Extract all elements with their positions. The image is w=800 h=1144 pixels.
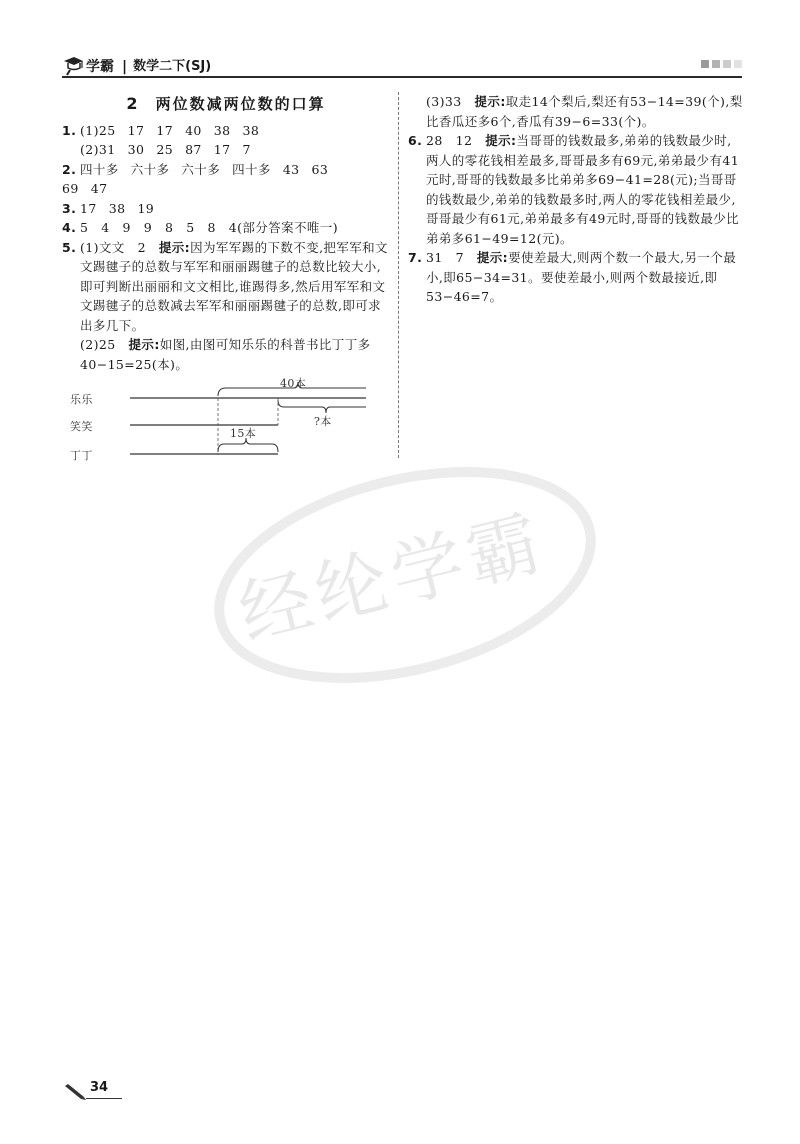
answer-line: 5 4 9 9 8 5 8 4(部分答案不唯一) (80, 220, 338, 235)
label-question: ?本 (314, 415, 332, 428)
brand-logo (62, 54, 211, 76)
header-separator: | (122, 59, 128, 75)
answer-line: 69 47 (62, 181, 108, 196)
label-40: 40本 (280, 377, 307, 390)
line-segment-diagram (66, 377, 366, 470)
page-header (62, 54, 742, 78)
answer-7 (408, 248, 743, 307)
answer-line: (2)31 30 25 87 17 7 (80, 142, 251, 157)
hint-label: 提示: (128, 337, 160, 352)
answer-2 (62, 160, 390, 180)
item-number: 4. (62, 220, 77, 235)
answer-3 (62, 199, 390, 219)
watermark (205, 440, 605, 710)
item-number: 1. (62, 122, 77, 138)
hint-label: 提示: (474, 94, 506, 109)
item-number: 2. (62, 161, 77, 177)
section-number: 2 (126, 94, 140, 113)
answer-5-3: (3)33 提示:取走14个梨后,梨还有53−14=39(个),梨比香瓜还多6个,香瓜有39−6=33(个)。 (426, 94, 743, 129)
label-xiaoxiao: 笑笑 (70, 420, 93, 433)
answer-paragraph: (1)文文 2 提示:因为军军踢的下数不变,把军军和文文踢毽子的总数与军军和丽丽踢毽子的总数比较大小,即可判断出丽丽和文文相比,谁踢得多,然后用军军和文文踢毽子的总数减去军军和丽丽踢毽子的总数,即可求出多几下。 (80, 239, 388, 333)
answer-4 (62, 218, 390, 238)
item-number: 7. (408, 250, 423, 265)
answer-paragraph: 31 7 提示:要使差最大,则两个数一个最大,另一个最小,即65−34=31。要使差最小,则两个数最接近,即53−46=7。 (426, 250, 737, 304)
item-number: 5. (62, 239, 77, 255)
hint-label: 提示: (476, 250, 509, 265)
header-decoration (701, 60, 742, 68)
answer-5 (62, 238, 390, 375)
brand-name: 学霸 (86, 59, 114, 75)
answer-1 (62, 121, 390, 160)
header-rule (62, 76, 742, 78)
answer-line: 四十多 六十多 六十多 四十多 43 63 (80, 161, 329, 177)
hint-label: 提示: (158, 239, 191, 255)
watermark-text: 经纶学霸 (230, 499, 554, 657)
column-divider (398, 92, 399, 458)
footer-rule (86, 1098, 122, 1099)
left-column (62, 92, 390, 470)
label-15: 15本 (230, 427, 257, 440)
answer-line: (1)25 17 17 40 38 38 (80, 122, 260, 138)
answer-paragraph: 28 12 提示:当哥哥的钱数最多,弟弟的钱数最少时,两人的零花钱相差最多,哥哥最多有69元,弟弟最少有41元时,哥哥的钱数最多比弟弟多69−41=28(元);当哥哥的钱数最少,弟弟的钱数最多时,两人的零花钱相差最少,哥哥最少有61元,弟弟最多有49元时,哥哥的钱数最少比弟弟多61−49=12(元)。 (426, 133, 740, 246)
item-number: 3. (62, 200, 77, 216)
hint-label: 提示: (485, 133, 517, 148)
label-dingding: 丁丁 (70, 449, 93, 462)
item-number: 6. (408, 133, 423, 148)
answer-line: 17 38 19 (80, 200, 155, 216)
answer-6 (408, 131, 743, 248)
right-column (408, 92, 743, 307)
page-footer (64, 1080, 124, 1104)
answer-paragraph: (2)25 提示:如图,由图可知乐乐的科普书比丁丁多40−15=25(本)。 (80, 337, 371, 372)
section-title (62, 94, 390, 115)
mortarboard-icon (62, 54, 84, 76)
pencil-icon (64, 1084, 86, 1100)
book-title: 数学二下(SJ) (133, 59, 212, 74)
page-number: 34 (90, 1080, 109, 1095)
section-title-text: 两位数减两位数的口算 (155, 95, 326, 113)
label-lele: 乐乐 (70, 393, 93, 406)
